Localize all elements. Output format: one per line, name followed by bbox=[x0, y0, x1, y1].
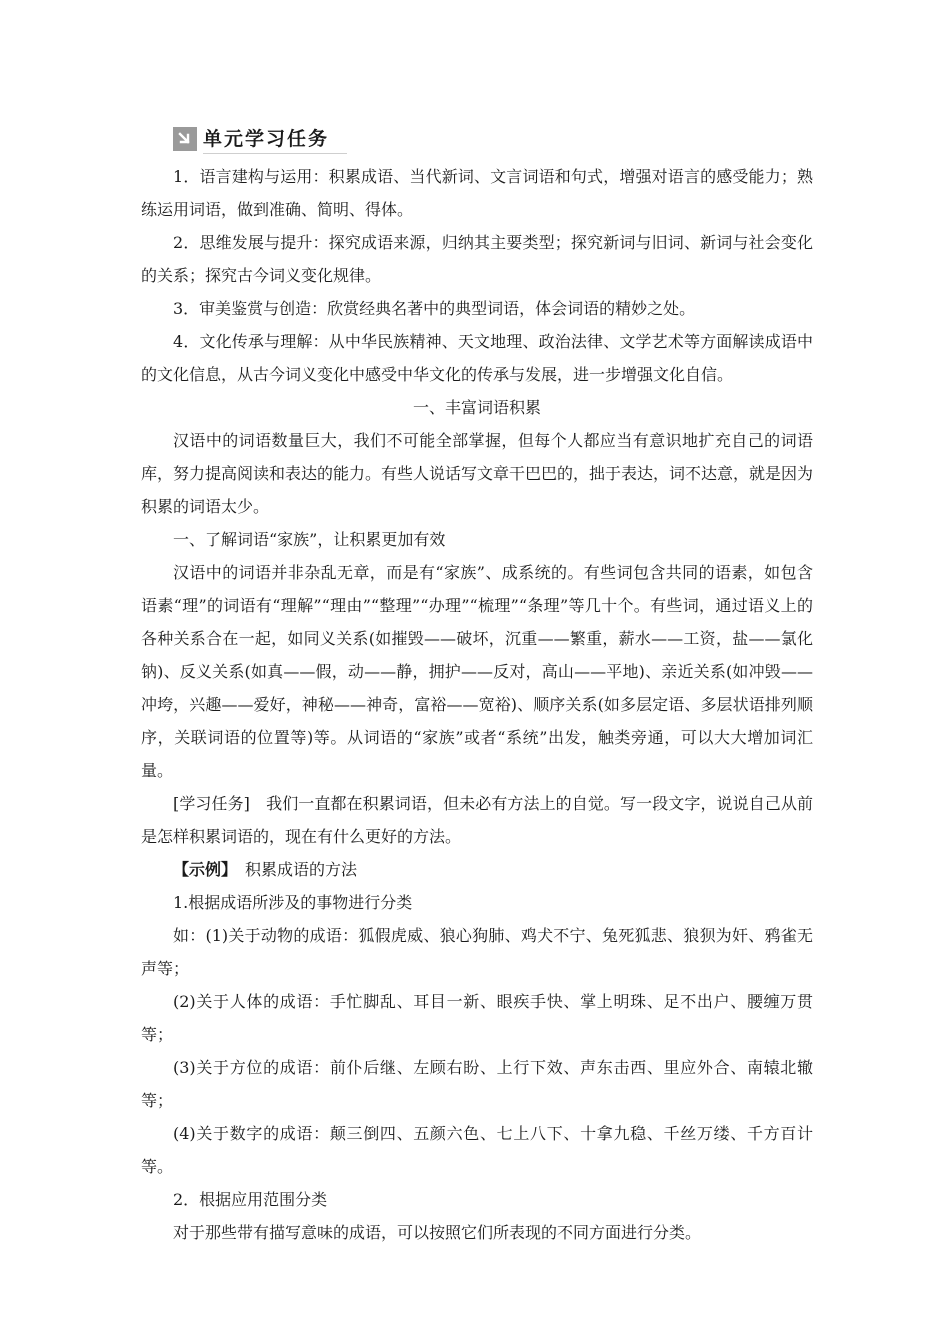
example-title: 积累成语的方法 bbox=[245, 860, 358, 879]
method1-item: 如：(1)关于动物的成语：狐假虎威、狼心狗肺、鸡犬不宁、兔死狐悲、狼狈为奸、鸦雀无声等； bbox=[141, 926, 813, 978]
method1-item: (2)关于人体的成语：手忙脚乱、耳目一新、眼疾手快、掌上明珠、足不出户、腰缠万贯等； bbox=[141, 992, 813, 1044]
method1-item: (3)关于方位的成语：前仆后继、左顾右盼、上行下效、声东击西、里应外合、南辕北辙等； bbox=[141, 1058, 813, 1110]
example-label: 【示例】 bbox=[173, 860, 230, 879]
study-task-paragraph bbox=[141, 787, 813, 853]
part-title: 一、丰富词语积累 bbox=[412, 398, 541, 417]
subheading: 一、了解词语“家族”，让积累更加有效 bbox=[173, 530, 446, 549]
method2-title: 2．根据应用范围分类 bbox=[173, 1190, 328, 1209]
task-item: 2．思维发展与提升：探究成语来源，归纳其主要类型；探究新词与旧词、新词与社会变化的关系；探究古今词义变化规律。 bbox=[141, 233, 813, 285]
section-title: 单元学习任务 bbox=[203, 124, 347, 154]
arrow-down-right-icon bbox=[173, 127, 197, 151]
section-header bbox=[173, 124, 813, 154]
method1-item: (4)关于数字的成语：颠三倒四、五颜六色、七上八下、十拿九稳、千丝万缕、千方百计等。 bbox=[141, 1124, 813, 1176]
task-item: 1．语言建构与运用：积累成语、当代新词、文言词语和句式，增强对语言的感受能力；熟练运用词语，做到准确、简明、得体。 bbox=[141, 167, 813, 219]
method1-title: 1.根据成语所涉及的事物进行分类 bbox=[173, 893, 413, 912]
intro-paragraph: 汉语中的词语数量巨大，我们不可能全部掌握，但每个人都应当有意识地扩充自己的词语库，努力提高阅读和表达的能力。有些人说话写文章干巴巴的，拙于表达，词不达意，就是因为积累的词语太少。 bbox=[141, 431, 814, 516]
study-task-text: 我们一直都在积累词语，但未必有方法上的自觉。写一段文字，说说自己从前是怎样积累词语的，现在有什么更好的方法。 bbox=[141, 794, 813, 846]
example-heading bbox=[141, 853, 813, 886]
task-item: 4．文化传承与理解：从中华民族精神、天文地理、政治法律、文学艺术等方面解读成语中的文化信息，从古今词义变化中感受中华文化的传承与发展，进一步增强文化自信。 bbox=[141, 332, 813, 384]
document-page bbox=[141, 124, 813, 1249]
task-item: 3．审美鉴赏与创造：欣赏经典名著中的典型词语，体会词语的精妙之处。 bbox=[173, 299, 696, 318]
method2-text: 对于那些带有描写意味的成语，可以按照它们所表现的不同方面进行分类。 bbox=[173, 1223, 702, 1242]
family-paragraph: 汉语中的词语并非杂乱无章，而是有“家族”、成系统的。有些词包含共同的语素，如包含语素“理”的词语有“理解”“理由”“整理”“办理”“梳理”“条理”等几十个。有些词，通过语义上的各种关系合在一起，如同义关系(如摧毁——破坏，沉重——繁重，薪水——工资，盐——氯化钠)、反义关系(如真——假，动——静，拥护——反对，高山——平地)、亲近关系(如冲毁——冲垮，兴趣——爱好，神秘——神奇，富裕——宽裕)、顺序关系(如多层定语、多层状语排列顺序，关联词语的位置等)等。从词语的“家族”或者“系统”出发，触类旁通，可以大大增加词汇量。 bbox=[141, 563, 813, 780]
study-task-label: [学习任务] bbox=[173, 794, 250, 813]
